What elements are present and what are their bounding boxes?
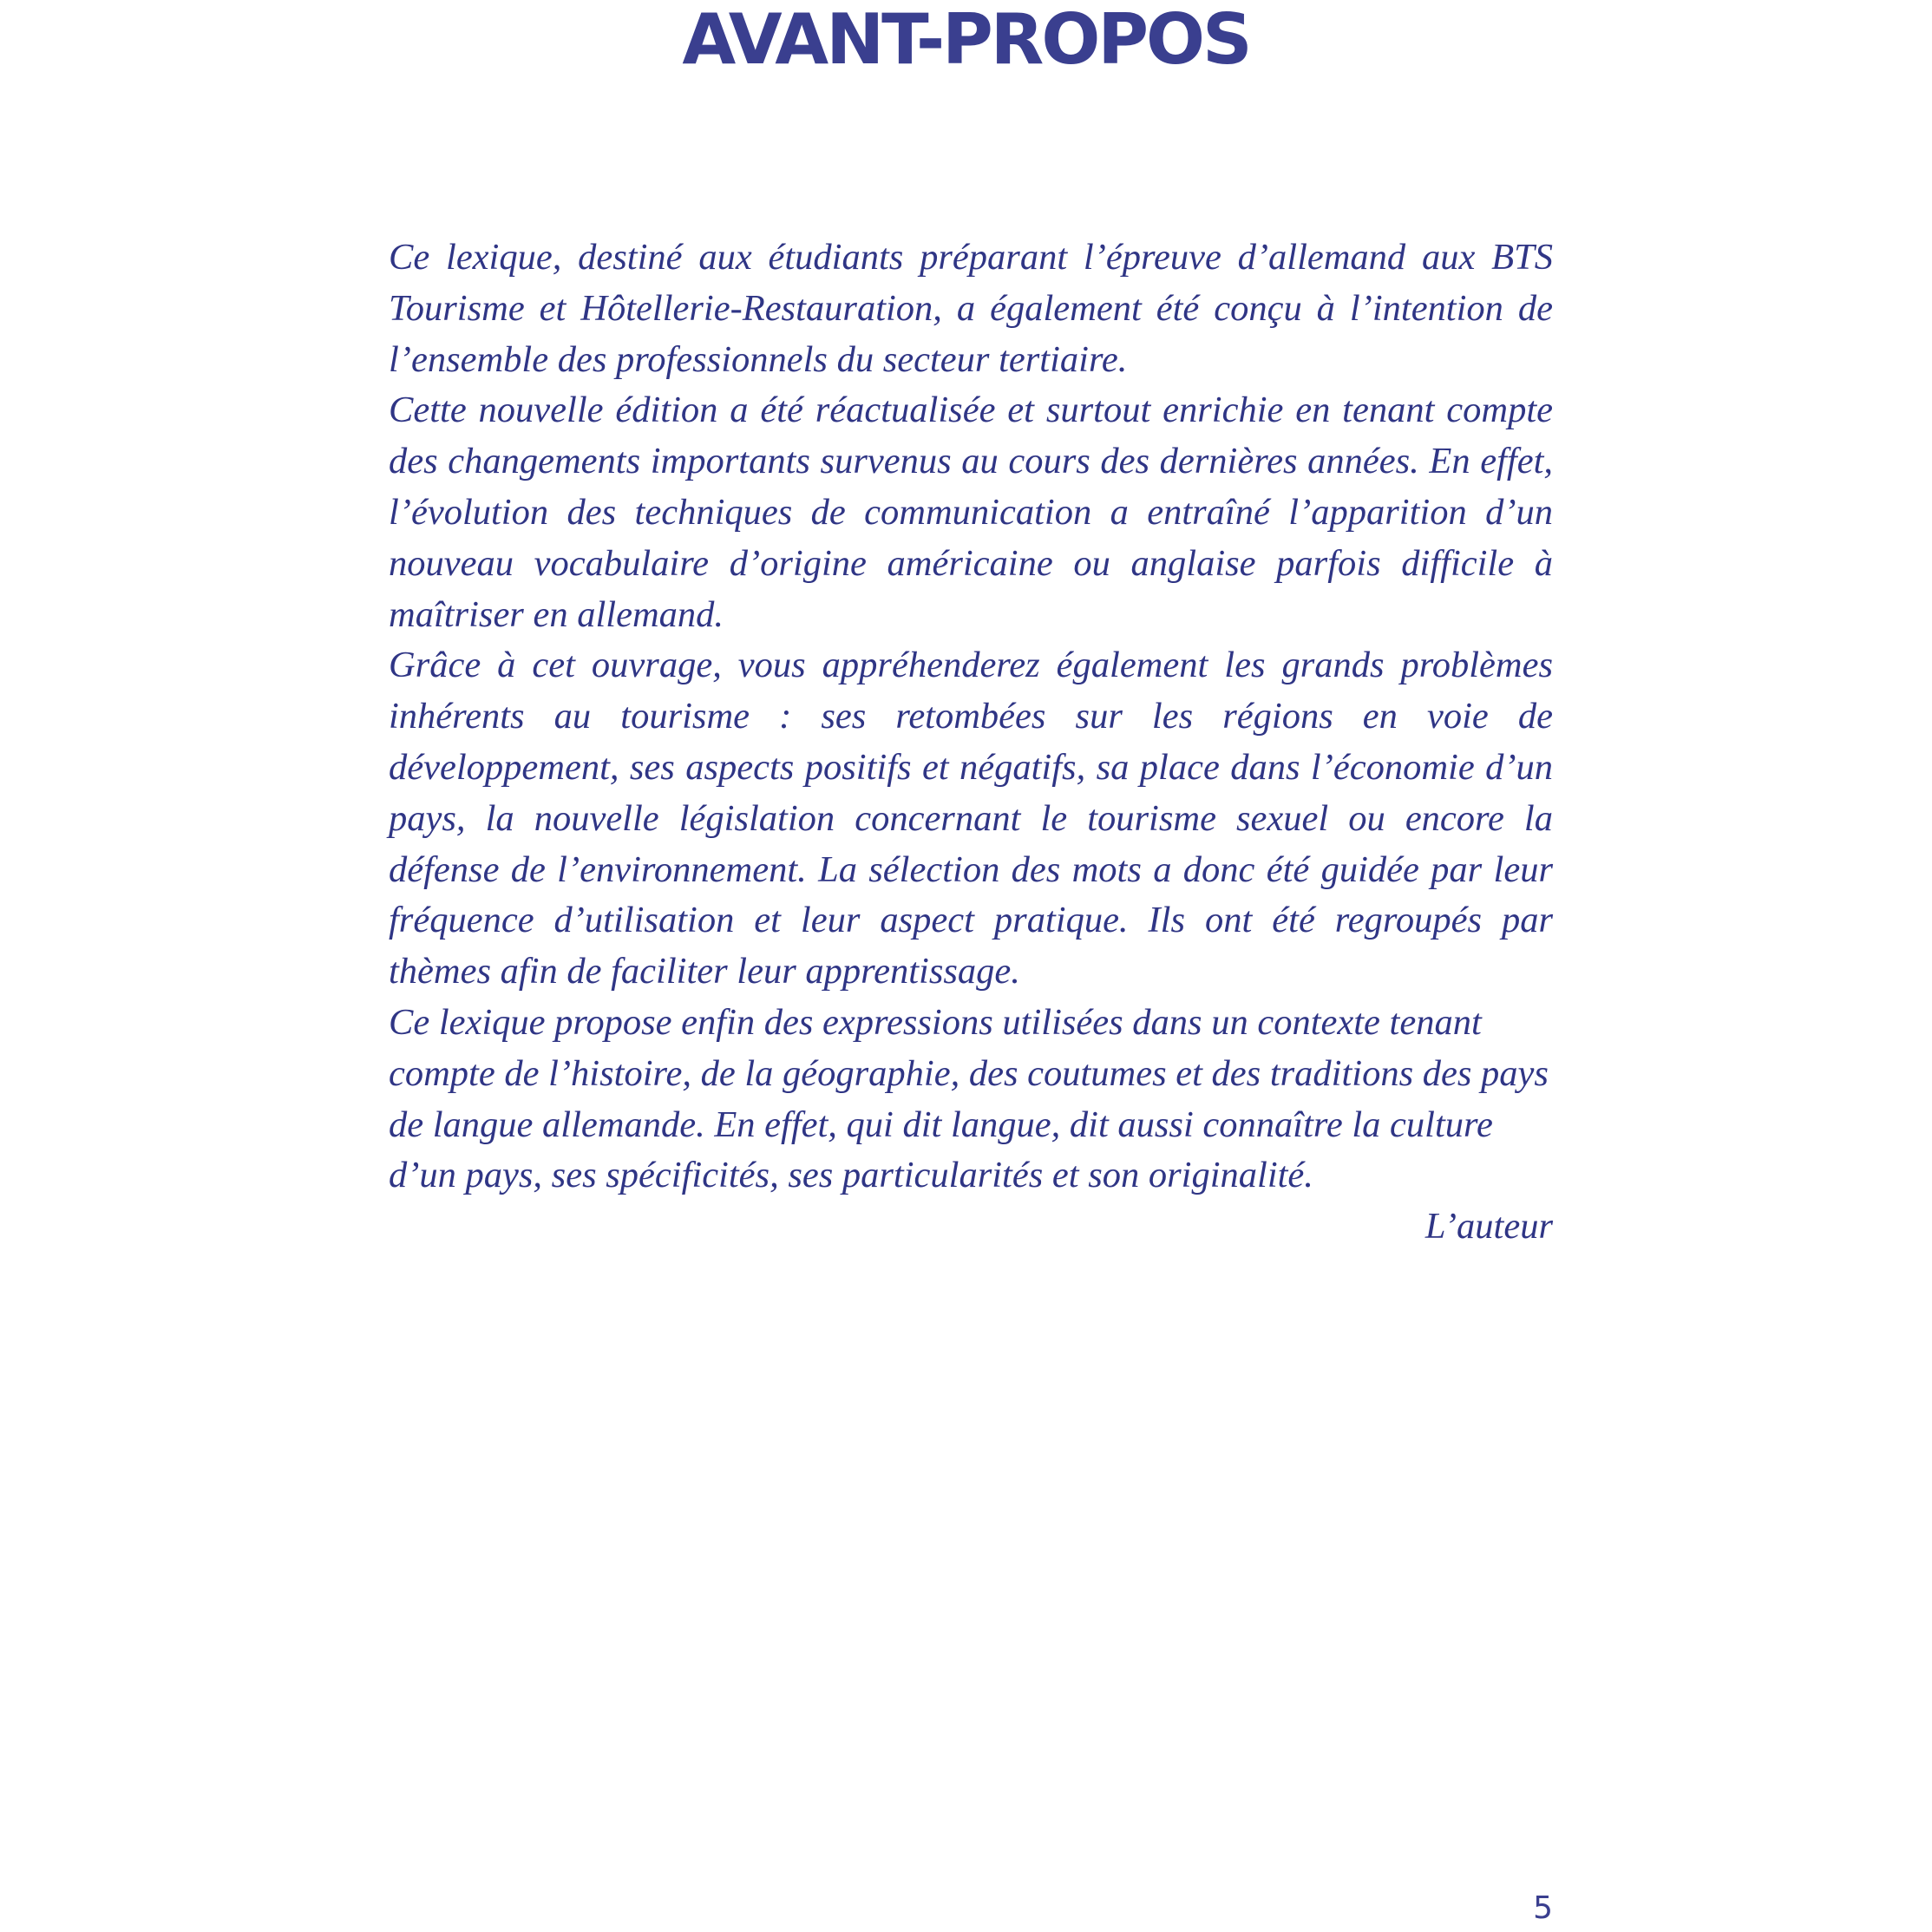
page-title: AVANT-PROPOS [682,0,1250,80]
paragraph-4: Ce lexique propose enfin des expressions utilisées dans un contexte tenant compte de l’histoire, de la géographie, des coutumes et des traditions des pays de langue allemande. En effet, qui dit langue, dit aussi connaître la culture d’un pays, ses spécificités, ses particularités et son originalité. [389,1001,1549,1196]
page-number: 5 [1533,1890,1553,1926]
paragraph-2: Cette nouvelle édition a été réactualisée et surtout enrichie en tenant compte des changements importants survenus au cours des dernières années. En effet, l’évolution des techniques de communication a entraîné l’apparition d’un nouveau vocabulaire d’origine américaine ou anglaise parfois difficile à maîtriser en allemand. [389,390,1553,635]
paragraph-1: Ce lexique, destiné aux étudiants préparant l’épreuve d’allemand aux BTS Tourisme et Hôtellerie-Restauration, a également été conçu à l’intention de l’ensemble des professionnels du secteur tertiaire. [389,237,1553,380]
paragraph-3: Grâce à cet ouvrage, vous appréhenderez également les grands problèmes inhérents au tourisme : ses retombées sur les régions en voie de développement, ses aspects positifs et négatifs, sa place dans l’économie d’un pays, la nouvelle législation concernant le tourisme sexuel ou encore la défense de l’environnement. La sélection des mots a donc été guidée par leur fréquence d’utilisation et leur aspect pratique. Ils ont été regroupés par thèmes afin de faciliter leur apprentissage. [389,645,1553,992]
author-signature: L’auteur [1424,1206,1553,1248]
foreword-body [389,232,1553,1253]
